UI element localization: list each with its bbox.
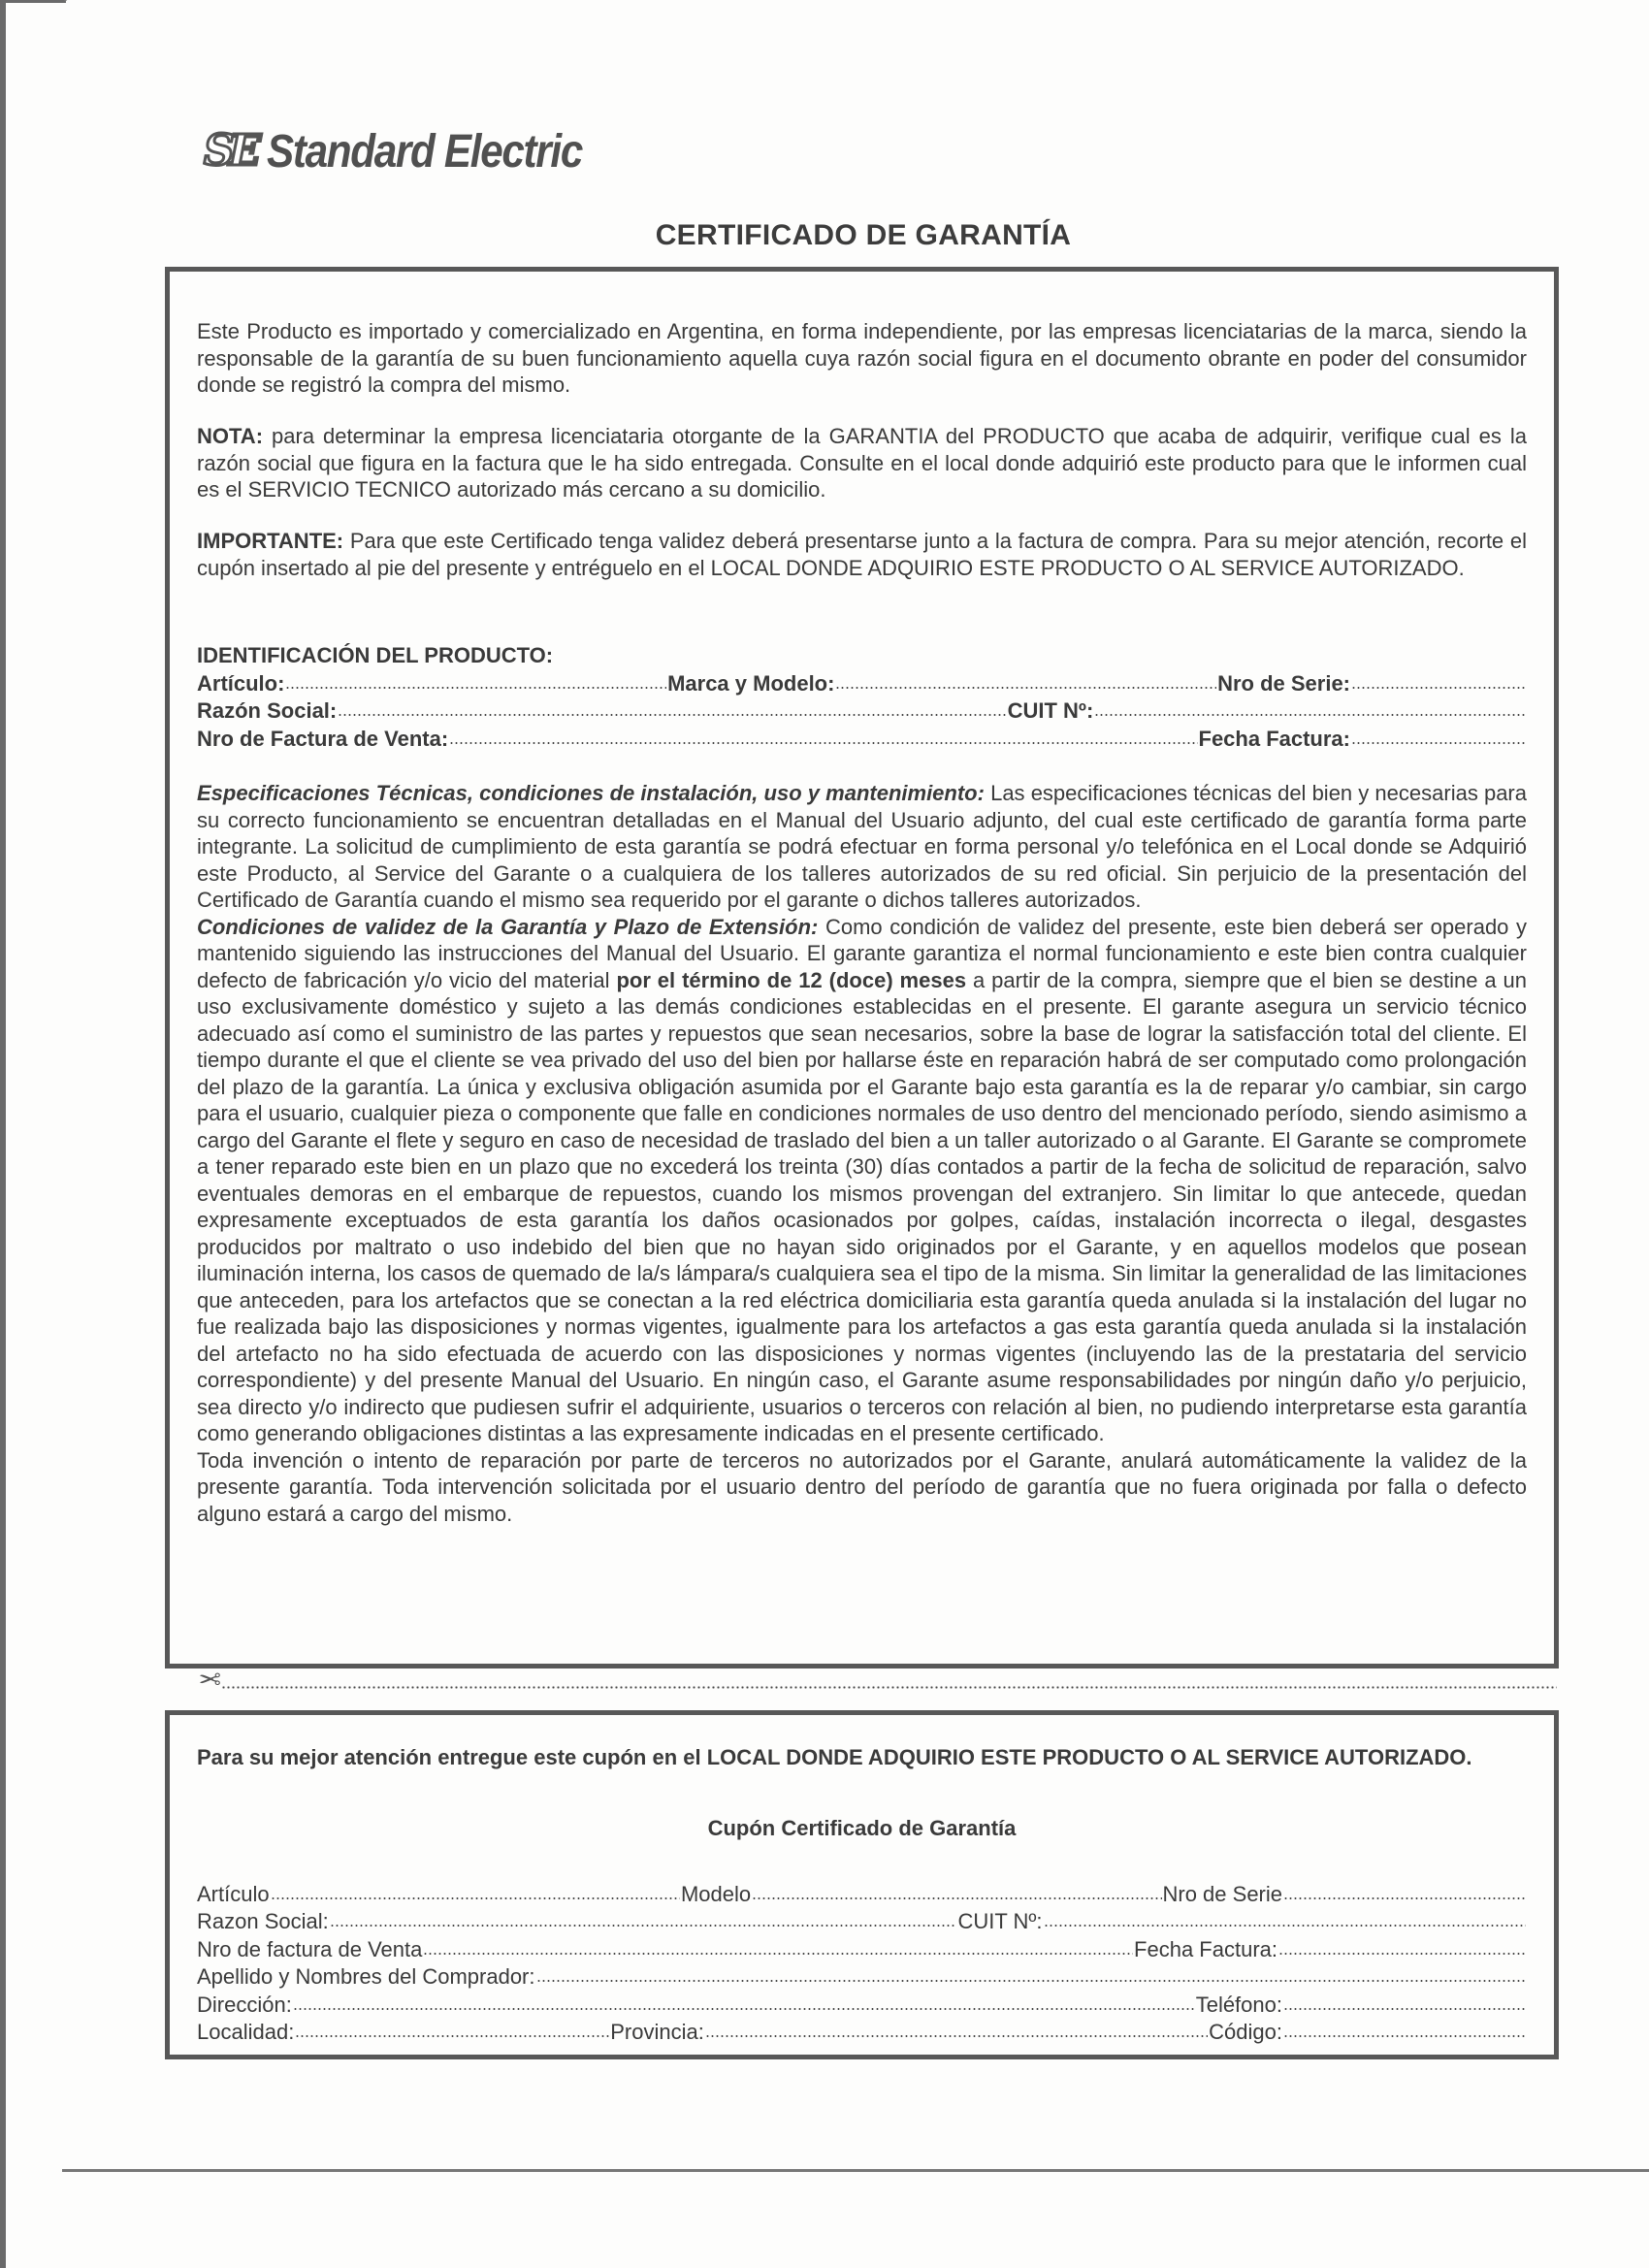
nota-label: NOTA:: [197, 424, 264, 448]
coupon-articulo-input[interactable]: [271, 1880, 680, 1901]
nota-paragraph: [197, 423, 1527, 503]
coupon-content: [197, 1744, 1527, 2046]
especificaciones-text: Las especificaciones técnicas del bien y necesarias para su correcto funcionamiento se encuentran detalladas en el Manual del Usuario adjunto, del cual este certificado de garantía forma parte integrante. La solicitud de cumplimiento de esta garantía se podrá efectuar en forma personal y/o telefónica en el Local donde se Adquirió este Producto, al Service del Garante o a cualquiera de los talleres autorizados de su red oficial. Sin perjuicio de la presentación del Certificado de Garantía cuando el mismo sea requerido por el garante o dichos talleres autorizados.: [197, 781, 1527, 912]
coupon-row-6: [197, 2018, 1527, 2046]
scan-artifact: [64, 0, 82, 2]
id-row-2: [197, 697, 1527, 725]
coupon-label-articulo: Artículo: [197, 1881, 270, 1906]
importante-paragraph: [197, 528, 1527, 581]
brand-logo: [204, 124, 626, 178]
field-label-nro-factura: Nro de Factura de Venta:: [197, 726, 449, 751]
id-row-3: [197, 725, 1527, 753]
coupon-box: [165, 1710, 1559, 2059]
importante-label: IMPORTANTE:: [197, 529, 344, 553]
coupon-fields: [197, 1880, 1527, 2046]
coupon-provincia-input[interactable]: [705, 2018, 1208, 2039]
coupon-row-2: [197, 1907, 1527, 1935]
coupon-label-razon-social: Razon Social:: [197, 1909, 329, 1933]
field-label-cuit: CUIT Nº:: [1007, 698, 1094, 723]
coupon-title: Cupón Certificado de Garantía: [707, 1815, 1017, 1840]
se-logo-icon: SE: [204, 126, 256, 176]
page-bottom-edge: [62, 2169, 1649, 2172]
product-identification: [197, 642, 1527, 752]
coupon-label-provincia: Provincia:: [610, 2020, 704, 2044]
scan-edge-left: [0, 0, 6, 2268]
coupon-label-localidad: Localidad:: [197, 2020, 295, 2044]
coupon-row-1: [197, 1880, 1527, 1908]
condiciones-text-after: a partir de la compra, siempre que el bien se destine a un uso exclusivamente doméstico y sujeto a las demás condiciones establecidas en el presente. El garante asegura un servicio técnico adecuado así como el suministro de las partes y repuestos que sean necesarios, sobre la base de lograr la satisfacción total del cliente. El tiempo durante el que el cliente se vea privado del uso del bien por hallarse éste en reparación habrá de ser computado como prolongación del plazo de la garantía. La única y exclusiva obligación asumida por el Garante bajo esta garantía es la de reparar y/o cambiar, sin cargo para el usuario, cualquier pieza o componente que falle en condiciones normales de uso dentro del mencionado período, siendo asimismo a cargo del Garante el flete y seguro en caso de necesidad de traslado del bien a un taller autorizado o al Garante. El Garante se compromete a tener reparado este bien en un plazo que no excederá los treinta (30) días contados a partir de la fecha de solicitud de reparación, salvo eventuales demoras en el embarque de repuestos, cuando los mismos provengan del extranjero. Sin limitar lo que antecede, quedan expresamente exceptuados de esta garantía los daños ocasionados por golpes, caídas, instalación incorrecta o ilegal, desgastes producidos por maltrato o uso indebido del bien que no hayan sido originados por el Garante, y en aquellos modelos que posean iluminación interna, los casos de quemado de la/s lámpara/s cualquiera sea el tipo de la misma. Sin limitar la generalidad de las limitaciones que anteceden, para los artefactos que se conectan a la red eléctrica domiciliaria esta garantía queda anulada si la instalación del lugar no fue realizada bajo las disposiciones y normas vigentes, igualmente para los artefactos a gas esta garantía queda anulada si la instalación del artefacto no ha sido efectuada de acuerdo con las disposiciones y normas vigentes (incluyendo las de la prestataria del servicio correspondiente) y del presente Manual del Usuario. En ningún caso, el Garante asume responsabilidades por ningún daño y/o perjuicio, sea directo y/o indirecto que pudiesen sufrir el adquiriente, usuarios o terceros con relación al bien, no pudiendo interpretarse esta garantía como generando obligaciones distintas a las expresamente indicadas en el presente certificado.: [197, 967, 1528, 1445]
field-razon-social-input[interactable]: [338, 697, 1006, 718]
field-cuit-input[interactable]: [1094, 697, 1526, 718]
coupon-label-cuit: CUIT Nº:: [957, 1909, 1043, 1933]
condiciones-text-before: Como condición de validez del presente, este bien deberá ser operado y mantenido siguiendo las instrucciones del Manual del Usuario. El garante garantiza el normal funcionamiento e este bien contra cualquier defecto de fabricación y/o vicio del material: [197, 914, 1527, 992]
field-articulo-input[interactable]: [285, 669, 666, 691]
condiciones-label: Condiciones de validez de la Garantía y Plazo de Extensión:: [197, 914, 819, 939]
coupon-localidad-input[interactable]: [295, 2018, 609, 2039]
coupon-label-modelo: Modelo: [680, 1881, 752, 1906]
field-label-articulo: Artículo:: [197, 670, 285, 696]
coupon-row-4: [197, 1962, 1527, 1991]
field-marca-modelo-input[interactable]: [835, 669, 1216, 691]
coupon-label-comprador: Apellido y Nombres del Comprador:: [197, 1964, 535, 1989]
dotted-cut-line: [221, 1686, 1557, 1689]
coupon-razon-social-input[interactable]: [330, 1907, 957, 1928]
coupon-label-codigo: Código:: [1209, 2020, 1282, 2044]
especificaciones-paragraph: [197, 780, 1527, 914]
intro-section: [197, 318, 1527, 399]
coupon-label-direccion: Dirección:: [197, 1992, 292, 2017]
intro-paragraph: Este Producto es importado y comercializado en Argentina, en forma independiente, por las empresas licenciatarias de la marca, siendo la responsable de la garantía de su buen funcionamiento aquella cuya razón social figura en el documento obrante en poder del consumidor donde se registró la compra del mismo.: [197, 319, 1527, 397]
coupon-fecha-factura-input[interactable]: [1278, 1935, 1526, 1957]
importante-section: [197, 528, 1527, 581]
nota-section: [197, 423, 1527, 503]
final-paragraph: Toda invención o intento de reparación por parte de terceros no autorizados por el Garante, anulará automáticamente la validez de la presente garantía. Toda intervención solicitada por el usuario dentro del período de garantía que no fuera originada por falla o defecto alguno estará a cargo del mismo.: [197, 1447, 1527, 1526]
coupon-row-3: [197, 1935, 1527, 1963]
condiciones-paragraph: [197, 914, 1527, 1447]
id-row-1: [197, 669, 1527, 697]
field-nro-serie-input[interactable]: [1351, 669, 1526, 691]
especificaciones-label: Especificaciones Técnicas, condiciones de instalación, uso y mantenimiento:: [197, 781, 985, 805]
coupon-cuit-input[interactable]: [1044, 1907, 1526, 1928]
coupon-codigo-input[interactable]: [1283, 2018, 1526, 2039]
especificaciones-section: [197, 780, 1527, 1527]
coupon-comprador-input[interactable]: [536, 1962, 1527, 1984]
coupon-direccion-input[interactable]: [293, 1991, 1195, 2012]
field-label-marca-modelo: Marca y Modelo:: [667, 670, 835, 696]
coupon-label-nro-serie: Nro de Serie: [1162, 1881, 1283, 1906]
nota-text: para determinar la empresa licenciataria otorgante de la GARANTIA del PRODUCTO que acaba de adquirir, verifique cual es la razón social que figura en la factura que le ha sido entregada. Consulte en el local donde adquirió este producto para que le informen cual es el SERVICIO TECNICO autorizado más cercano a su domicilio.: [197, 424, 1527, 502]
field-fecha-factura-input[interactable]: [1351, 725, 1526, 746]
coupon-label-nro-factura: Nro de factura de Venta: [197, 1936, 423, 1961]
coupon-notice: Para su mejor atención entregue este cupón en el LOCAL DONDE ADQUIRIO ESTE PRODUCTO O AL SERVICE AUTORIZADO.: [197, 1745, 1472, 1769]
brand-name: Standard Electric: [267, 125, 583, 178]
importante-text: Para que este Certificado tenga validez deberá presentarse junto a la factura de compra. Para su mejor atención, recorte el cupón insertado al pie del presente y entréguelo en el LOCAL DONDE ADQUIRIO ESTE PRODUCTO O AL SERVICE AUTORIZADO.: [197, 529, 1527, 580]
coupon-label-telefono: Teléfono:: [1195, 1992, 1282, 2017]
scan-edge-top: [0, 0, 66, 3]
field-nro-factura-input[interactable]: [449, 725, 1197, 746]
coupon-modelo-input[interactable]: [752, 1880, 1161, 1901]
field-label-razon-social: Razón Social:: [197, 698, 338, 723]
coupon-nro-serie-input[interactable]: [1283, 1880, 1526, 1901]
warranty-terms-box: [165, 267, 1559, 1669]
coupon-label-fecha-factura: Fecha Factura:: [1134, 1936, 1277, 1961]
field-label-nro-serie: Nro de Serie:: [1217, 670, 1351, 696]
warranty-term: por el término de 12 (doce) meses: [616, 967, 967, 992]
field-label-fecha-factura: Fecha Factura:: [1198, 726, 1350, 751]
cut-line: [184, 1665, 1557, 1695]
document-title: CERTIFICADO DE GARANTÍA: [655, 219, 1072, 251]
identification-heading-text: IDENTIFICACIÓN DEL PRODUCTO:: [197, 643, 554, 667]
coupon-telefono-input[interactable]: [1283, 1991, 1526, 2012]
identification-heading: [197, 642, 1527, 669]
coupon-nro-factura-input[interactable]: [423, 1935, 1133, 1957]
scissors-icon: ✂: [198, 1665, 221, 1695]
coupon-row-5: [197, 1991, 1527, 2019]
